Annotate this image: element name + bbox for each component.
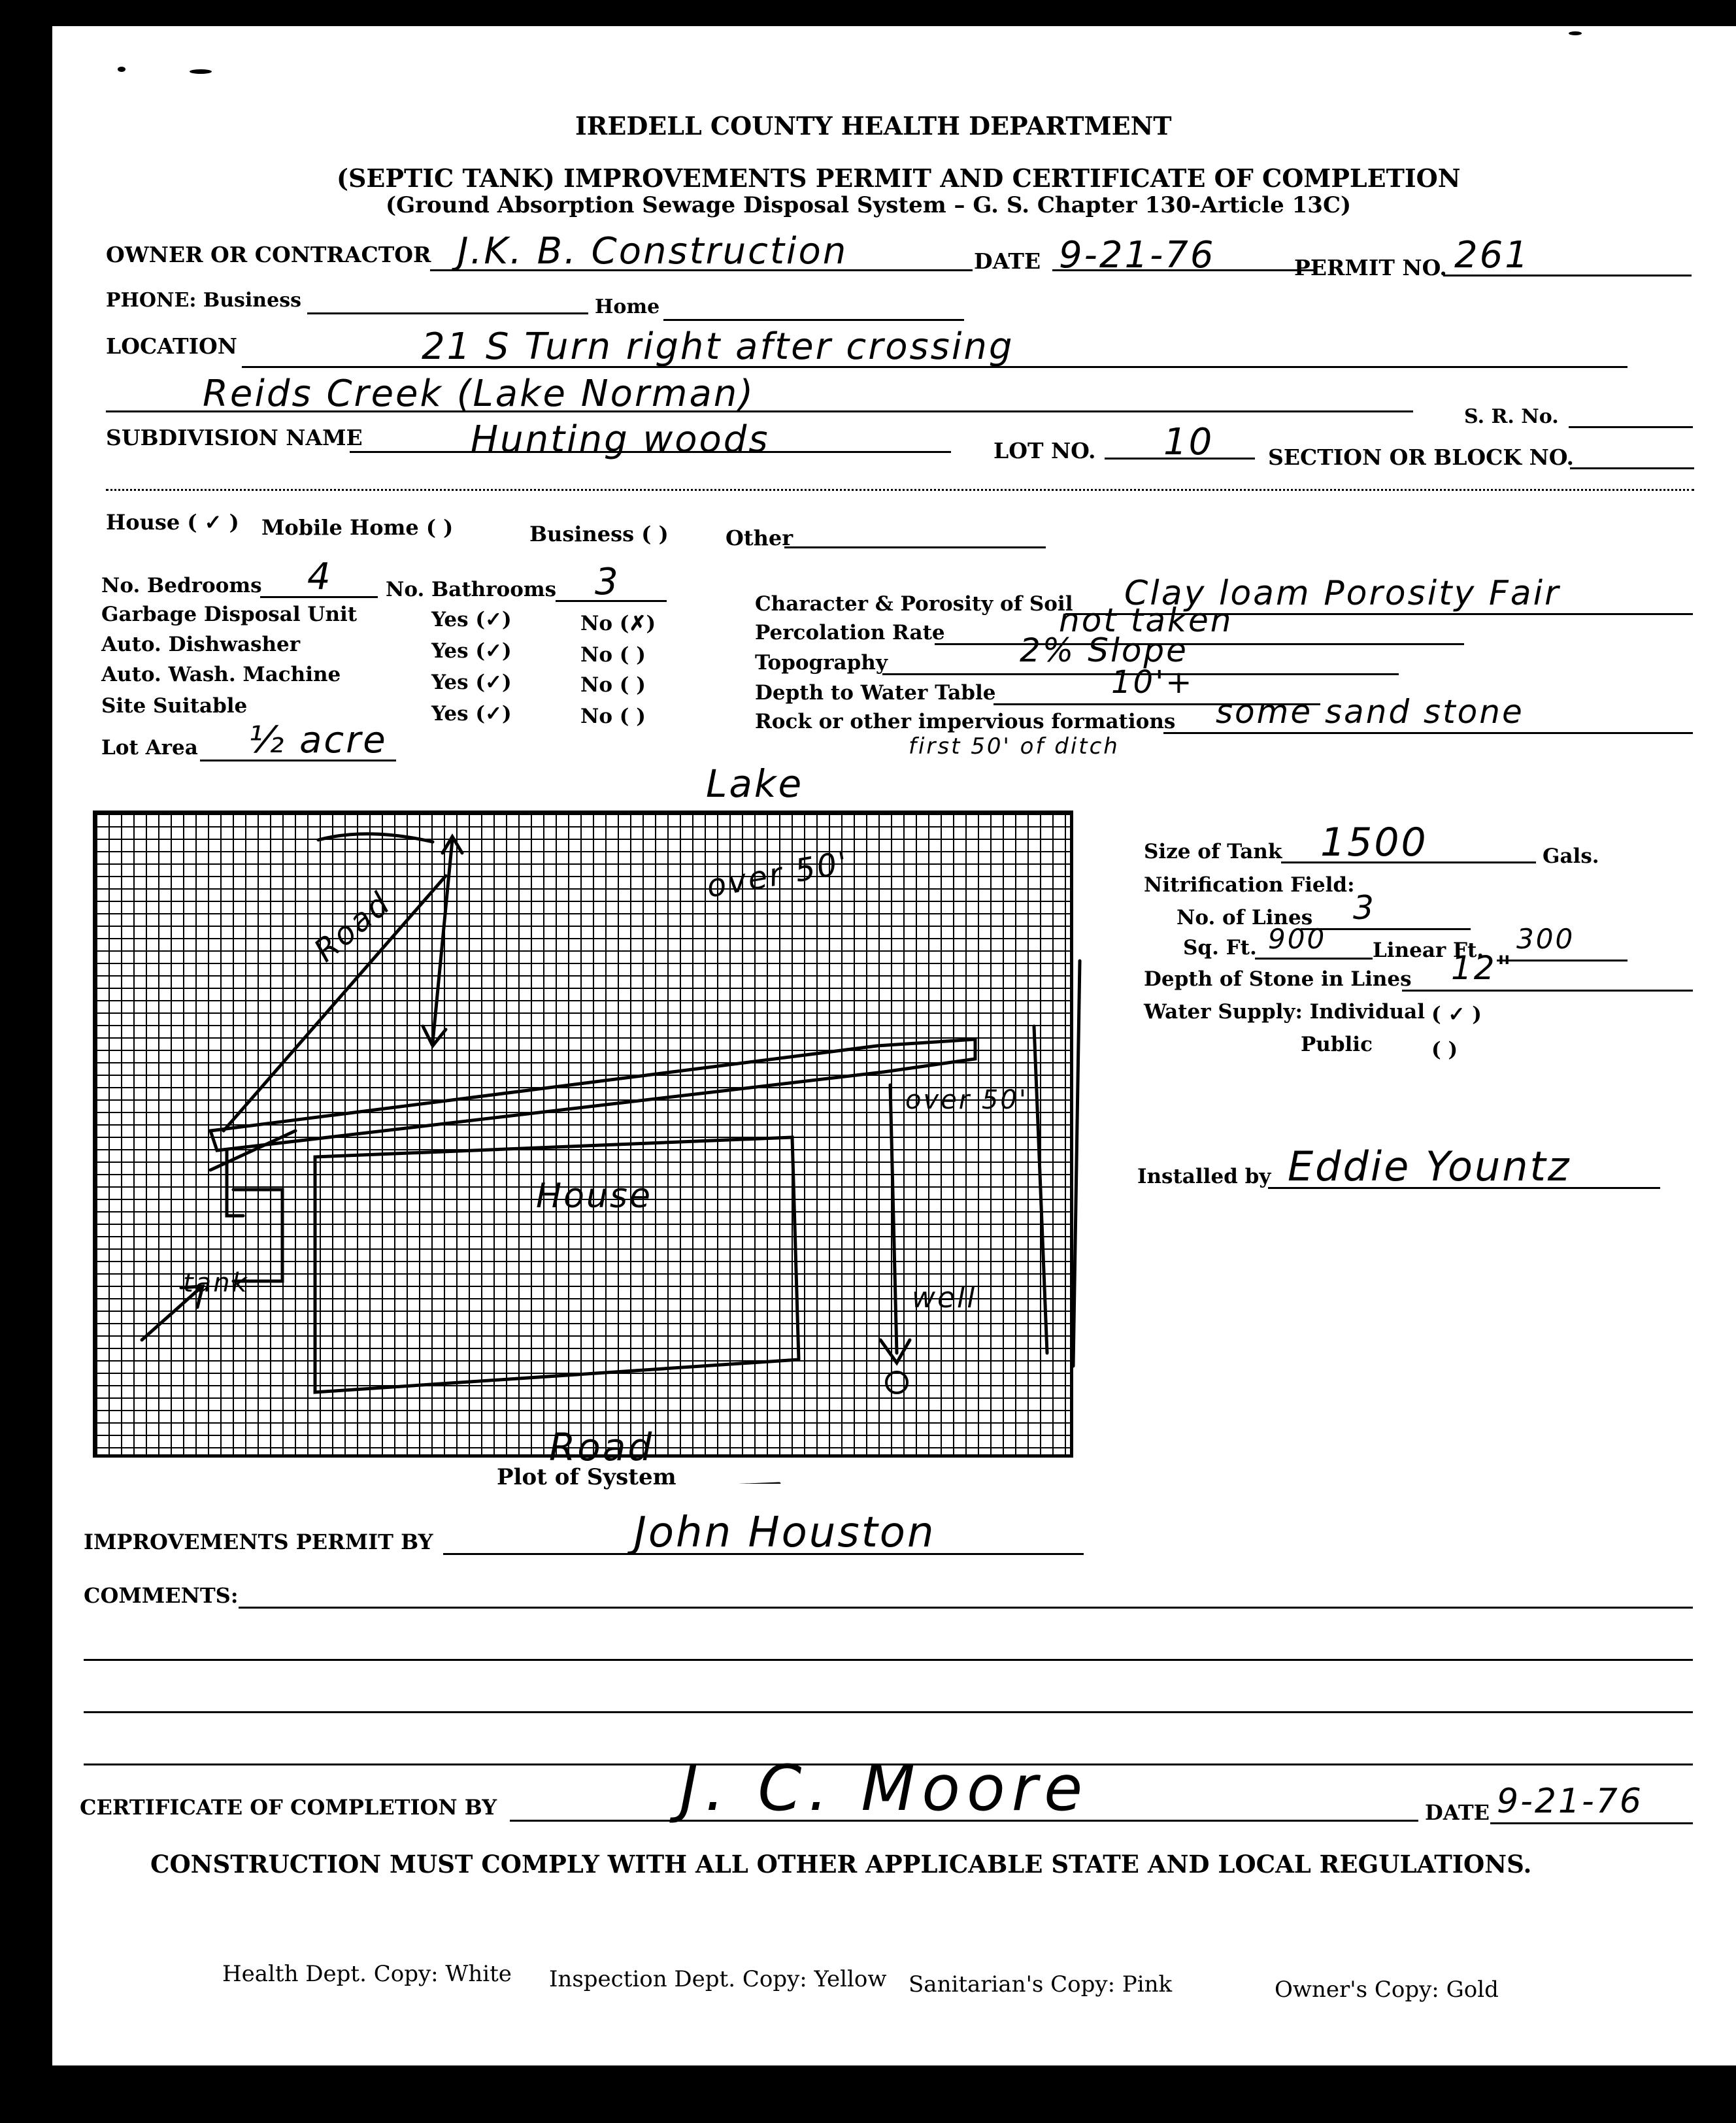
- date-value[interactable]: 9-21-76: [1059, 234, 1216, 276]
- phone-business-label: PHONE: Business: [106, 289, 301, 312]
- permit-by-label: IMPROVEMENTS PERMIT BY: [84, 1530, 433, 1554]
- garbage-disposal-label: Garbage Disposal Unit: [101, 603, 358, 626]
- business-option[interactable]: Business ( ): [529, 522, 669, 546]
- scan-speck: [118, 67, 125, 72]
- permit-label: PERMIT NO.: [1294, 255, 1447, 280]
- plot-over50-top: over 50': [703, 844, 852, 905]
- plot-house: House: [536, 1177, 652, 1216]
- topography-value[interactable]: 2% Slope: [1020, 631, 1188, 669]
- water-public-check[interactable]: ( ): [1431, 1038, 1458, 1062]
- comments-line-2: [84, 1659, 1693, 1661]
- comments-line-1: [239, 1607, 1693, 1609]
- separator: [106, 489, 1694, 491]
- linear-underline: [1497, 960, 1628, 961]
- house-option[interactable]: House ( ✓ ): [106, 510, 239, 535]
- certificate-signature[interactable]: J. C. Moore: [680, 1752, 1090, 1825]
- wash-machine-label: Auto. Wash. Machine: [101, 663, 341, 686]
- stone-depth-label: Depth of Stone in Lines: [1144, 967, 1412, 991]
- lot-area-value[interactable]: ½ acre: [248, 719, 388, 761]
- copy-sanitarian: Sanitarian's Copy: Pink: [909, 1971, 1173, 1998]
- section-label: SECTION OR BLOCK NO.: [1268, 444, 1575, 470]
- location-line-1[interactable]: 21 S Turn right after crossing: [422, 326, 1014, 368]
- lot-area-label: Lot Area: [101, 736, 198, 760]
- sqft-underline: [1255, 958, 1373, 960]
- form-title: (SEPTIC TANK) IMPROVEMENTS PERMIT AND CERTIFICATE OF COMPLETION: [337, 163, 1461, 193]
- sr-underline: [1569, 426, 1693, 428]
- water-individual-check[interactable]: ( ✓ ): [1431, 1003, 1482, 1026]
- plot-sketch: [93, 765, 1139, 1484]
- copy-owner: Owner's Copy: Gold: [1275, 1977, 1499, 2003]
- water-table-label: Depth to Water Table: [755, 681, 996, 705]
- plot-over50-right: over 50': [905, 1085, 1028, 1115]
- soil-character-value[interactable]: Clay loam Porosity Fair: [1124, 574, 1561, 613]
- stone-depth-underline: [1402, 990, 1693, 992]
- copy-health-dept: Health Dept. Copy: White: [222, 1961, 512, 1987]
- topography-label: Topography: [755, 651, 888, 675]
- plot-road-bottom: Road: [549, 1425, 654, 1469]
- phone-home-underline: [663, 319, 964, 321]
- bedrooms-value[interactable]: 4: [307, 556, 333, 598]
- bathrooms-value[interactable]: 3: [595, 561, 620, 603]
- permit-value[interactable]: 261: [1454, 234, 1530, 276]
- certificate-label: CERTIFICATE OF COMPLETION BY: [80, 1795, 497, 1820]
- site-suitable-label: Site Suitable: [101, 694, 248, 718]
- other-label: Other: [726, 526, 793, 550]
- garbage-disposal-no[interactable]: No (✗): [580, 612, 656, 635]
- garbage-disposal-yes[interactable]: Yes (✓): [431, 608, 512, 631]
- certificate-date-value[interactable]: 9-21-76: [1497, 1782, 1643, 1821]
- plot-tank: tank: [183, 1268, 249, 1298]
- nitrification-label: Nitrification Field:: [1144, 873, 1355, 897]
- dishwasher-yes[interactable]: Yes (✓): [431, 639, 512, 663]
- phone-home-label: Home: [595, 295, 660, 318]
- subdivision-label: SUBDIVISION NAME: [106, 425, 363, 450]
- soil-character-label: Character & Porosity of Soil: [755, 592, 1073, 616]
- certificate-date-label: DATE: [1425, 1800, 1490, 1825]
- lines-value[interactable]: 3: [1353, 889, 1376, 927]
- linear-value[interactable]: 300: [1516, 923, 1575, 955]
- plot-caption: Plot of System: [497, 1464, 676, 1490]
- plot-lake: Lake: [706, 761, 804, 806]
- location-line-2[interactable]: Reids Creek (Lake Norman): [203, 373, 756, 415]
- date-label: DATE: [974, 248, 1041, 274]
- well-marker: [886, 1372, 907, 1393]
- compliance-notice: CONSTRUCTION MUST COMPLY WITH ALL OTHER APPLICABLE STATE AND LOCAL REGULATIONS.: [150, 1850, 1532, 1879]
- wash-machine-yes[interactable]: Yes (✓): [431, 671, 512, 694]
- scan-speck: [1569, 31, 1582, 35]
- tank-size-label: Size of Tank: [1144, 840, 1282, 863]
- dishwasher-no[interactable]: No ( ): [580, 643, 646, 667]
- department-heading: IREDELL COUNTY HEALTH DEPARTMENT: [575, 111, 1172, 141]
- comments-label: COMMENTS:: [84, 1583, 239, 1608]
- lot-value[interactable]: 10: [1163, 421, 1214, 463]
- plot-well: well: [912, 1281, 977, 1314]
- lines-label: No. of Lines: [1177, 906, 1313, 929]
- linear-label: Linear Ft.: [1373, 939, 1484, 962]
- sqft-value[interactable]: 900: [1268, 923, 1327, 955]
- permit-by-value[interactable]: John Houston: [634, 1509, 936, 1557]
- owner-label: OWNER OR CONTRACTOR: [106, 242, 431, 267]
- sqft-label: Sq. Ft.: [1183, 936, 1257, 960]
- site-suitable-yes[interactable]: Yes (✓): [431, 702, 512, 726]
- copy-inspection-dept: Inspection Dept. Copy: Yellow: [549, 1966, 887, 1992]
- bathrooms-label: No. Bathrooms: [386, 578, 557, 601]
- water-table-value[interactable]: 10'+: [1111, 664, 1194, 701]
- scan-speck: [190, 69, 212, 74]
- rock-label: Rock or other impervious formations: [755, 710, 1176, 733]
- form-subtitle: (Ground Absorption Sewage Disposal System – G. S. Chapter 130-Article 13C): [386, 192, 1352, 218]
- tank-gals: Gals.: [1543, 844, 1599, 868]
- water-supply-label: Water Supply: Individual: [1144, 1000, 1426, 1024]
- comments-line-3: [84, 1711, 1693, 1713]
- section-underline: [1570, 467, 1694, 469]
- phone-business-underline: [307, 312, 588, 314]
- plot-road-top: Road: [307, 884, 399, 969]
- site-suitable-no[interactable]: No ( ): [580, 705, 646, 728]
- dishwasher-label: Auto. Dishwasher: [101, 633, 301, 656]
- perc-rate-label: Percolation Rate: [755, 621, 945, 644]
- perc-rate-value[interactable]: not taken: [1059, 601, 1233, 639]
- tank-size-value[interactable]: 1500: [1320, 820, 1428, 865]
- rock-note[interactable]: first 50' of ditch: [909, 733, 1120, 760]
- bedrooms-label: No. Bedrooms: [101, 574, 262, 597]
- stone-depth-value[interactable]: 12": [1451, 949, 1514, 987]
- lot-label: LOT NO.: [993, 438, 1096, 463]
- owner-value[interactable]: J.K. B. Construction: [458, 230, 848, 273]
- mobile-home-option[interactable]: Mobile Home ( ): [261, 515, 454, 540]
- rock-underline: [1163, 732, 1693, 734]
- wash-machine-no[interactable]: No ( ): [580, 673, 646, 697]
- certificate-date-underline: [1490, 1822, 1693, 1824]
- subdivision-value[interactable]: Hunting woods: [471, 418, 770, 461]
- form-page: [52, 26, 1736, 2065]
- rock-value[interactable]: some sand stone: [1216, 693, 1524, 731]
- other-underline: [784, 546, 1046, 548]
- installed-by-value[interactable]: Eddie Yountz: [1288, 1143, 1571, 1190]
- water-public-label: Public: [1301, 1033, 1373, 1056]
- sr-label: S. R. No.: [1464, 405, 1559, 428]
- perc-rate-underline: [935, 643, 1464, 645]
- installed-by-label: Installed by: [1137, 1165, 1271, 1188]
- location-label: LOCATION: [106, 333, 237, 359]
